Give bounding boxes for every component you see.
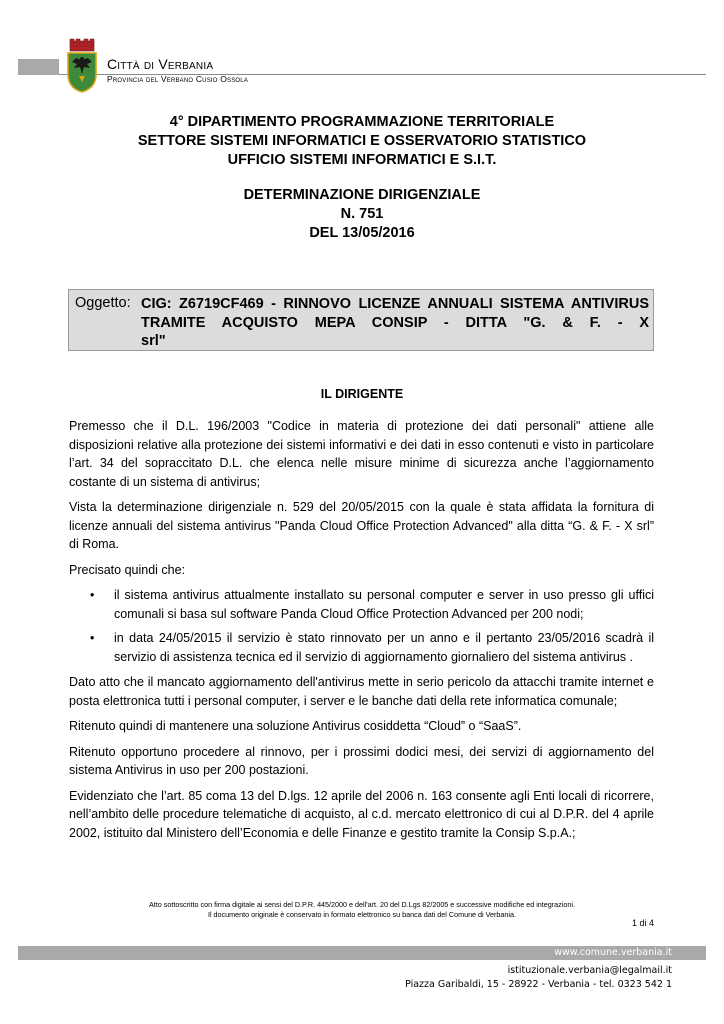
page-number: 1 di 4	[631, 918, 654, 928]
footer-address: Piazza Garibaldi, 15 - 28922 - Verbania - tel. 0323 542 1	[405, 979, 672, 990]
department-line: 4° DIPARTIMENTO PROGRAMMAZIONE TERRITORIALE	[169, 114, 555, 130]
paragraph-renewal: Ritenuto opportuno procedere al rinnovo, per i prossimi dodici mesi, dei servizi di aggiornamento del sistema Antivirus in uso per 200 postazioni.	[69, 744, 654, 777]
digital-signature-note	[0, 900, 724, 919]
bullet-marker: •	[90, 631, 95, 645]
paragraph-specified: Precisato quindi che:	[69, 562, 186, 577]
paragraph-mepa: Evidenziato che l’art. 85 coma 13 del D.lgs. 12 aprile del 2006 n. 163 consente agli Enti locali di ricorrere, nell’ambito delle procedure telematiche di acquisto, al c.d. mercato elettronico di cui al D.P.R. del 4 aprile 2002, istituito dal Ministero dell’Economia e delle Finanze e gestito tramite la Consip S.p.A.;	[69, 788, 654, 840]
determination-number: N. 751	[340, 206, 384, 222]
subject-text-end: srl"	[141, 333, 166, 349]
footer-website-link[interactable]: www.comune.verbania.it	[554, 947, 672, 958]
subject-text: CIG: Z6719CF469 - RINNOVO LICENZE ANNUALI SISTEMA ANTIVIRUS TRAMITE ACQUISTO MEPA CONSIP - DITTA "G. & F. - X	[141, 296, 649, 331]
organization-province: Provincia del Verbano Cusio Ossola	[107, 74, 249, 84]
subject-label: Oggetto:	[75, 295, 131, 311]
determination-title: DETERMINAZIONE DIRIGENZIALE	[243, 187, 481, 203]
office-line: UFFICIO SISTEMI INFORMATICI E S.I.T.	[227, 152, 497, 168]
city-crest-logo	[64, 38, 100, 94]
determination-heading	[0, 186, 724, 243]
organization-name: Città di Verbania	[107, 56, 214, 72]
document-body	[69, 417, 654, 849]
section-heading: IL DIRIGENTE	[320, 387, 404, 401]
department-heading	[0, 113, 724, 170]
footer-email-link[interactable]: istituzionale.verbania@legalmail.it	[507, 965, 672, 976]
bullet-marker: •	[90, 588, 95, 602]
sector-line: SETTORE SISTEMI INFORMATICI E OSSERVATORIO STATISTICO	[137, 133, 587, 149]
note-line: Il documento originale è conservato in formato elettronico su banca dati del Comune di Verbania.	[207, 909, 517, 919]
header-accent-bar	[18, 59, 59, 75]
paragraph-cloud-solution: Ritenuto quindi di mantenere una soluzione Antivirus cosiddetta “Cloud” o “SaaS”.	[69, 719, 522, 733]
list-item-text: in data 24/05/2015 il servizio è stato rinnovato per un anno e il pertanto 23/05/2016 scadrà il servizio di assistenza tecnica ed il servizio di aggiornamento giornaliero del sistema antivirus .	[114, 631, 654, 664]
subject-box	[68, 289, 654, 351]
determination-date: DEL 13/05/2016	[309, 225, 415, 241]
list-item-text: il sistema antivirus attualmente installato su personal computer e server in uso presso gli uffici comunali si basa sul software Panda Cloud Office Protection Advanced per 200 nodi;	[114, 588, 654, 621]
list-item	[69, 586, 654, 623]
list-item	[69, 629, 654, 666]
footer-accent-bar	[18, 946, 59, 960]
bullet-list	[69, 586, 654, 666]
paragraph-premise: Premesso che il D.L. 196/2003 "Codice in materia di protezione dei dati personali" attiene alle disposizioni relative alla protezione dei sistemi informativi e dei dati in esso contenuti e visto in particolare l’art. 34 del sopraccitato D.L. che elenca nelle misure minime di sicurezza anche l’aggiornamento costante di un sistema di antivirus;	[69, 419, 654, 489]
note-line: Atto sottoscritto con firma digitale ai sensi del D.P.R. 445/2000 e dell'art. 20 del D.Lgs 82/2005 e successive modifiche ed integrazioni.	[149, 900, 575, 909]
paragraph-previous-determination: Vista la determinazione dirigenziale n. 529 del 20/05/2015 con la quale è stata affidata la fornitura di licenze annuali del sistema antivirus "Panda Cloud Office Protection Advanced" alla ditta “G. & F. - X srl” di Roma.	[69, 500, 654, 551]
paragraph-acknowledged: Dato atto che il mancato aggiornamento dell'antivirus mette in serio pericolo da attacchi tramite internet e posta elettronica tutti i personal computer, i server e le banche dati della rete informatica comunale;	[69, 675, 654, 708]
